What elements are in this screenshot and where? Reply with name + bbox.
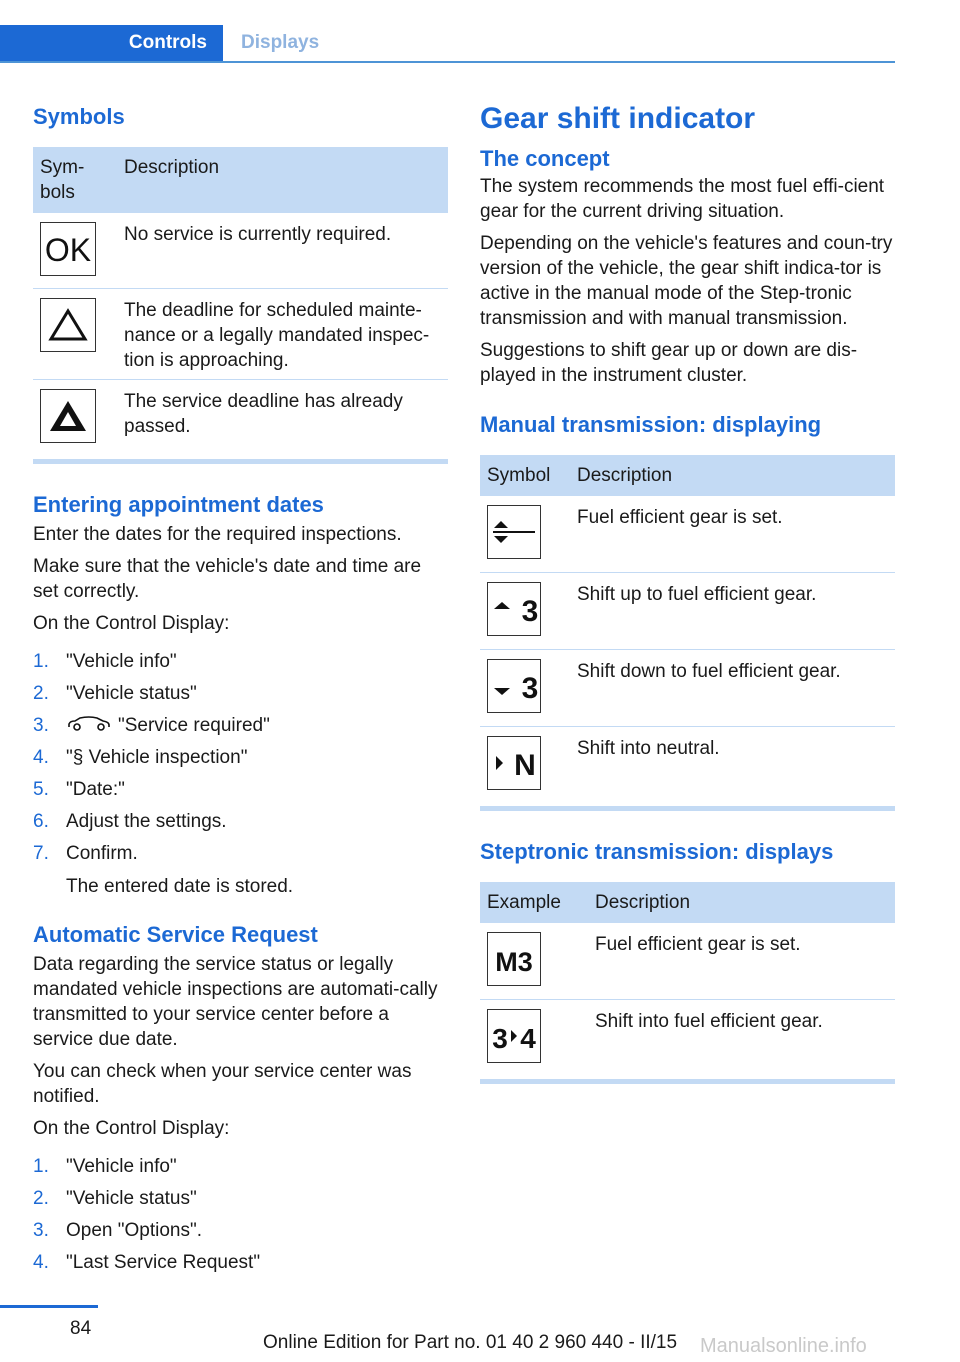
manual-heading: Manual transmission: displaying [480,412,822,437]
shift-neutral-icon [487,736,541,790]
symbols-heading: Symbols [33,104,125,129]
gear-to-label: 4 [520,1023,536,1053]
steptronic-table [480,882,895,1084]
table-row [480,650,895,727]
control-display-label-2: On the Control Display: [33,1118,230,1140]
concept-text-3: Suggestions to shift gear up or down are dis-played in the instrument cluster. [480,340,858,386]
asr-heading: Automatic Service Request [33,922,318,948]
list-item: 3. "Service required" [33,713,448,738]
gear-efficient-icon [487,505,541,559]
list-item: 4. "§ Vehicle inspection" [33,747,248,769]
svg-text:OK: OK [44,232,92,266]
row-description: Shift up to fuel efficient gear. [570,573,895,650]
appointment-steps [33,649,448,866]
col-example-header: Example [480,882,588,923]
asr-description: Data regarding the service status or legally mandated vehicle inspections are automati-cally transmitted to your service center before a service due date. [33,954,438,1051]
row-description: Shift into neutral. [570,727,895,809]
car-icon [66,713,118,738]
row-description: Fuel efficient gear is set. [595,934,801,955]
row-description: No service is currently required. [124,224,392,245]
gear-from-label: 3 [492,1023,508,1053]
shift-down-gear-label: 3 [521,672,538,703]
asr-check-note: You can check when your service center was notified. [33,1061,412,1108]
gear-shift-heading: Gear shift indicator [480,102,756,135]
warning-triangle-outline-icon [40,298,96,352]
list-item: 2. "Vehicle status" [33,1188,197,1210]
table-row [480,573,895,650]
footer-rule [0,1305,98,1308]
list-item: 1. "Vehicle info" [33,1156,177,1178]
concept-heading: The concept [480,146,610,171]
table-row [480,727,895,809]
gear-3-to-4-icon [487,1009,541,1063]
ok-icon [40,222,96,276]
row-description: Fuel efficient gear is set. [577,507,783,528]
concept-text-2: Depending on the vehicle's features and coun-try version of the vehicle, the gear shift indica-tor is active in the manual mode of the Step-tronic transmission and with manual transmission. [480,233,893,329]
steptronic-heading: Steptronic transmission: displays [480,839,834,864]
header-tabs [0,25,895,63]
table-row [33,289,448,380]
col-symbols-header: Sym- bols [33,147,117,213]
list-item: 7. Confirm. [33,843,138,865]
list-item: 5. "Date:" [33,779,125,801]
control-display-label: On the Control Display: [33,613,230,634]
row-description: Shift down to fuel efficient gear. [570,650,895,727]
tab-controls[interactable]: Controls [0,25,223,61]
appointment-note: Make sure that the vehicle's date and time are set correctly. [33,556,422,602]
list-item: 3. Open "Options". [33,1220,203,1242]
col-description-header: Description [570,455,895,496]
list-item: 2. "Vehicle status" [33,683,197,704]
list-item: 6. Adjust the settings. [33,811,227,833]
shift-up-icon [487,582,541,636]
table-row [480,496,895,573]
m3-icon [487,932,541,986]
service-symbols-table [33,147,448,464]
shift-down-icon [487,659,541,713]
table-row [480,1000,895,1082]
list-item: 1. "Vehicle info" [33,651,177,672]
edition-note: Online Edition for Part no. 01 40 2 960 440 - II/15 [263,1332,678,1353]
appointment-intro: Enter the dates for the required inspections. [33,524,402,545]
m3-label: M3 [495,947,533,976]
tab-displays[interactable]: Displays [241,32,320,53]
col-symbol-header: Symbol [480,455,570,496]
asr-steps [33,1154,448,1275]
left-column [33,90,448,1282]
row-description: The service deadline has already passed. [117,380,448,462]
row-description: Shift into fuel efficient gear. [588,1000,895,1082]
table-row [33,213,448,289]
col-description-header: Description [117,147,448,213]
list-item: 4. "Last Service Request" [33,1252,261,1274]
warning-triangle-filled-icon [40,389,96,443]
neutral-label: N [514,749,536,780]
col-description-header: Description [588,882,895,923]
concept-text-1: The system recommends the most fuel effi-cient gear for the current driving situation. [480,176,885,222]
right-column [480,90,895,1084]
manual-transmission-table [480,455,895,811]
table-row [480,923,895,1000]
table-row [33,380,448,462]
appointment-heading: Entering appointment dates [33,492,324,517]
page-number: 84 [70,1318,92,1339]
row-description: The deadline for scheduled mainte-nance or a legally mandated inspec-tion is approaching. [117,289,448,380]
watermark: Manualsonline.info [700,1335,867,1357]
shift-up-gear-label: 3 [521,595,538,626]
stored-note: The entered date is stored. [66,876,294,898]
